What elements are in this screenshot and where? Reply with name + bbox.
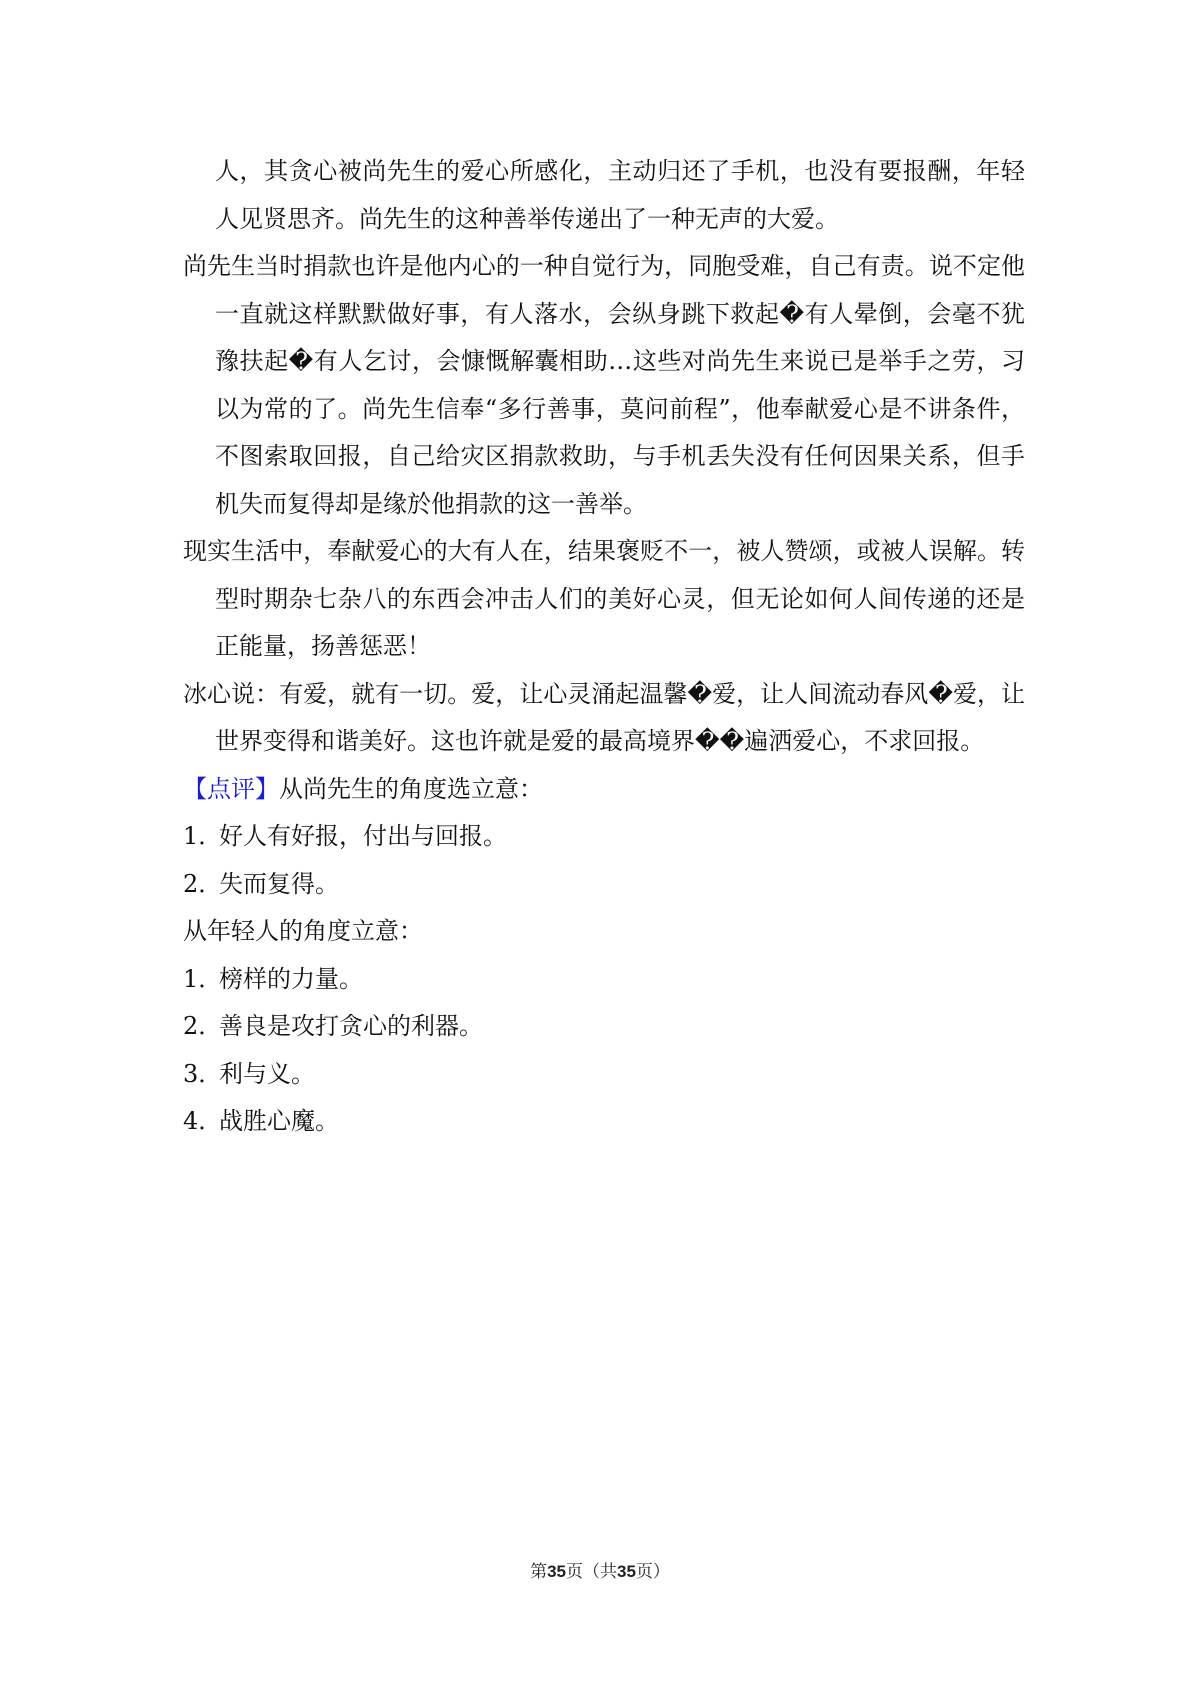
list-text: 利与义。 xyxy=(219,1059,315,1088)
comment-intro: 从尚先生的角度选立意： xyxy=(279,774,543,803)
list-text: 榜样的力量。 xyxy=(219,964,363,993)
list-text: 善良是攻打贪心的利器。 xyxy=(219,1012,483,1040)
footer-mid: 页（共 xyxy=(566,1562,617,1582)
comment-tag: 【点评】 xyxy=(183,774,279,803)
list-item xyxy=(183,1003,1025,1051)
list-text: 战胜心魔。 xyxy=(219,1107,339,1135)
page-footer xyxy=(0,1557,1200,1582)
document-body xyxy=(183,148,1025,1146)
list-number: 4． xyxy=(183,1107,223,1135)
section-heading: 从年轻人的角度立意： xyxy=(183,917,423,945)
list-item xyxy=(183,813,1025,861)
list-item xyxy=(183,1051,1025,1099)
list-text: 失而复得。 xyxy=(219,869,339,898)
list-number: 1． xyxy=(183,822,223,850)
footer-total-pages: 35 xyxy=(617,1562,636,1581)
list-number: 1． xyxy=(183,964,223,993)
list-number: 3． xyxy=(183,1059,223,1088)
list-number: 2． xyxy=(183,869,223,898)
footer-prefix: 第 xyxy=(530,1562,548,1582)
paragraph: 现实生活中，奉献爱心的大有人在，结果褒贬不一，被人赞颂，或被人误解。转型时期杂七杂八的东西会冲击人们的美好心灵，但无论如何人间传递的还是正能量，扬善惩恶！ xyxy=(183,537,1025,660)
comment-line xyxy=(183,766,1025,814)
list-item xyxy=(183,861,1025,909)
paragraph-continuation: 人，其贪心被尚先生的爱心所感化，主动归还了手机，也没有要报酬，年轻人见贤思齐。尚先生的这种善举传递出了一种无声的大爱。 xyxy=(215,157,1025,233)
list-item xyxy=(183,1098,1025,1146)
paragraph: 尚先生当时捐款也许是他内心的一种自觉行为，同胞受难，自己有责。说不定他一直就这样默默做好事，有人落水，会纵身跳下救起�有人晕倒，会毫不犹豫扶起�有人乞讨，会慷慨解囊相助…这些对尚先生来说已是举手之劳，习以为常的了。尚先生信奉“多行善事，莫问前程”，他奉献爱心是不讲条件，不图索取回报，自己给灾区捐款救助，与手机丢失没有任何因果关系，但手机失而复得却是缘於他捐款的这一善举。 xyxy=(183,252,1025,518)
paragraph: 冰心说：有爱，就有一切。爱，让心灵涌起温馨�爱，让人间流动春风�爱，让世界变得和谐美好。这也许就是爱的最高境界��遍洒爱心，不求回报。 xyxy=(183,679,1025,755)
footer-suffix: 页） xyxy=(635,1562,670,1582)
list-item xyxy=(183,956,1025,1004)
list-text: 好人有好报，付出与回报。 xyxy=(219,822,507,850)
list-number: 2． xyxy=(183,1012,223,1040)
footer-page-number: 35 xyxy=(547,1562,566,1581)
